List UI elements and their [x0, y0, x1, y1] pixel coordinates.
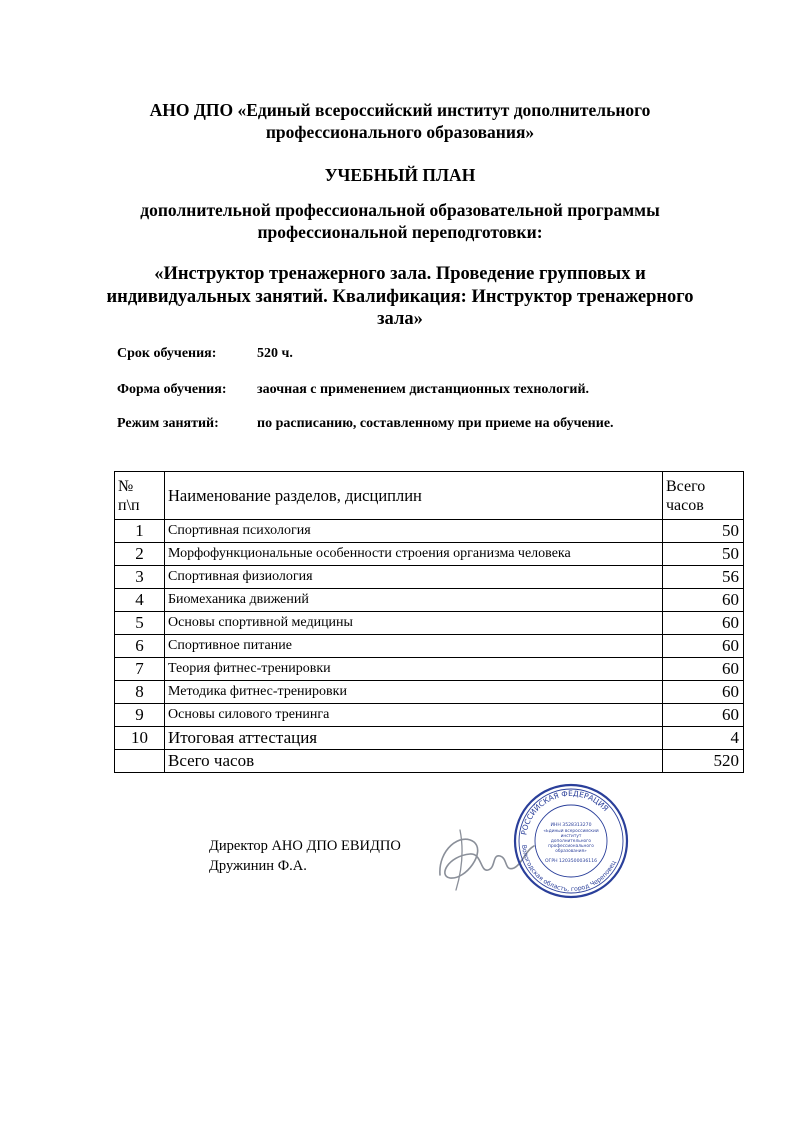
row-num: 9: [115, 704, 165, 727]
row-name: Спортивная физиология: [165, 566, 663, 589]
row-num: 2: [115, 543, 165, 566]
row-hours: 56: [663, 566, 744, 589]
header-hours-line-2: часов: [666, 496, 704, 514]
row-name: Теория фитнес-тренировки: [165, 658, 663, 681]
duration-value: 520 ч.: [257, 346, 293, 361]
total-hours: 520: [663, 750, 744, 773]
program-name-line-2: индивидуальных занятий. Квалификация: Инструктор тренажерного: [106, 286, 694, 307]
document-title: УЧЕБНЫЙ ПЛАН: [324, 165, 476, 185]
signatory-title: Директор АНО ДПО ЕВИДПО: [209, 838, 401, 854]
duration-label: Срок обучения:: [117, 346, 217, 361]
subtitle-line-2: профессиональной переподготовки:: [257, 222, 543, 242]
header-hours-cell: [663, 472, 744, 520]
row-hours: 60: [663, 589, 744, 612]
table-row: [115, 543, 744, 566]
form-label: Форма обучения:: [117, 382, 227, 397]
row-name: Морфофункциональные особенности строения организма человека: [165, 543, 663, 566]
row-hours: 60: [663, 658, 744, 681]
program-name: [0, 263, 800, 331]
signature-block: [209, 836, 401, 876]
row-num: 4: [115, 589, 165, 612]
row-hours: 60: [663, 635, 744, 658]
official-stamp: [512, 782, 630, 900]
total-label: Всего часов: [165, 750, 663, 773]
curriculum-table: [114, 471, 744, 773]
organization-title-line-2: профессионального образования»: [265, 122, 535, 142]
form-value: заочная с применением дистанционных технологий.: [257, 382, 590, 397]
header-num-line-1: №: [118, 477, 134, 495]
stamp-center-text: «Единый всероссийский институт дополнительного профессионального образования»: [543, 829, 599, 854]
row-num: 5: [115, 612, 165, 635]
row-hours: 60: [663, 612, 744, 635]
stamp-outer-top-text: РОССИЙСКАЯ ФЕДЕРАЦИЯ: [519, 788, 611, 836]
table-row: [115, 635, 744, 658]
organization-title-line-1: АНО ДПО «Единый всероссийский институт дополнительного: [149, 100, 651, 120]
row-num: 7: [115, 658, 165, 681]
mode-label: Режим занятий:: [117, 416, 219, 431]
document-subtitle: [0, 199, 800, 243]
table-row: [115, 658, 744, 681]
row-name: Спортивное питание: [165, 635, 663, 658]
row-hours: 60: [663, 704, 744, 727]
table-header-row: [115, 472, 744, 520]
row-num: 6: [115, 635, 165, 658]
row-name: Биомеханика движений: [165, 589, 663, 612]
row-name: Спортивная психология: [165, 520, 663, 543]
row-name: Основы силового тренинга: [165, 704, 663, 727]
stamp-inn: ИНН 3528313270: [550, 823, 592, 828]
program-name-line-1: «Инструктор тренажерного зала. Проведение групповых и: [154, 264, 646, 284]
row-hours: 50: [663, 520, 744, 543]
organization-title: [0, 99, 800, 143]
stamp-ogrn: ОГРН 1203500036116: [544, 859, 598, 864]
table-row: [115, 589, 744, 612]
signatory-name: Дружинин Ф.А.: [209, 858, 307, 874]
row-num: 8: [115, 681, 165, 704]
header-hours-line-1: Всего: [666, 477, 706, 495]
mode-value: по расписанию, составленному при приеме на обучение.: [257, 416, 614, 431]
header-num-cell: [115, 472, 165, 520]
row-num: 3: [115, 566, 165, 589]
row-hours: 4: [663, 727, 744, 750]
row-name: Итоговая аттестация: [165, 727, 663, 750]
table-row: [115, 704, 744, 727]
row-name: Методика фитнес-тренировки: [165, 681, 663, 704]
total-num: [115, 750, 165, 773]
row-num: 10: [115, 727, 165, 750]
table-row: [115, 727, 744, 750]
table-row: [115, 681, 744, 704]
table-row: [115, 566, 744, 589]
header-num-line-2: п\п: [118, 496, 140, 514]
program-name-line-3: зала»: [377, 309, 423, 329]
row-num: 1: [115, 520, 165, 543]
table-total-row: [115, 750, 744, 773]
row-name: Основы спортивной медицины: [165, 612, 663, 635]
table-row: [115, 612, 744, 635]
row-hours: 50: [663, 543, 744, 566]
header-name-cell: Наименование разделов, дисциплин: [165, 472, 663, 520]
subtitle-line-1: дополнительной профессиональной образовательной программы: [140, 200, 660, 220]
row-hours: 60: [663, 681, 744, 704]
stamp-outer-bottom-text: Вологодская область, город Череповец: [520, 844, 618, 894]
table-row: [115, 520, 744, 543]
